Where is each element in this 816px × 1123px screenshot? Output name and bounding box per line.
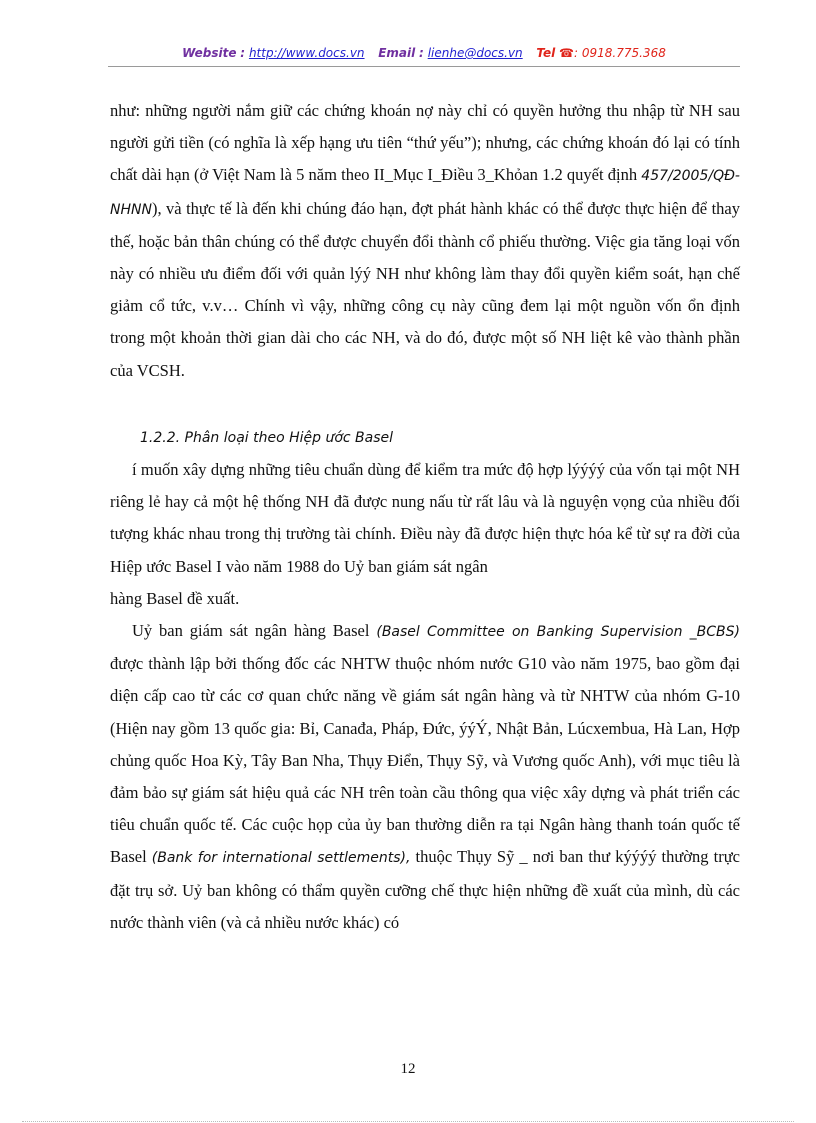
paragraph-bcbs: Uỷ ban giám sát ngân hàng Basel (Basel Committee on Banking Supervision _BCBS) được thành lập bởi thống đốc các NHTW thuộc nhóm nước G10 vào năm 1975, bao gồm đại diện cấp cao từ các cơ quan chức năng về giám sát ngân hàng và từ NHTW của nhóm G-10 (Hiện nay gồm 13 quốc gia: Bỉ, Canađa, Pháp, Đức, ýýÝ, Nhật Bản, Lúcxembua, Hà Lan, Hợp chủng quốc Hoa Kỳ, Tây Ban Nha, Thụy Điển, Thụy Sỹ, và Vương quốc Anh), với mục tiêu là đảm bảo sự giám sát hiệu quả các NH trên toàn cầu thông qua việc xây dựng và phát triển các tiêu chuẩn quốc tế. Các cuộc họp của ủy ban thường diễn ra tại Ngân hàng thanh toán quốc tế Basel (Bank for international settlements), thuộc Thụy Sỹ _ nơi ban thư kýýýý thường trực đặt trụ sở. Uỷ ban không có thẩm quyền cưỡng chế thực hiện những đề xuất của mình, dù các nước thành viên (và cả nhiều nước khác) có <box>110 621 740 932</box>
paragraph-basel-continuation: hàng Basel đề xuất. <box>110 588 240 608</box>
decision-reference: 457/2005/QĐ-NHNN <box>110 168 740 218</box>
bis-english-name: (Bank for international settlements), <box>151 850 411 867</box>
tel-label: Tel <box>536 46 556 60</box>
website-colon: : <box>240 46 246 60</box>
email-colon: : <box>419 46 424 60</box>
document-body <box>110 95 740 939</box>
paragraph-subordinated-debt: như: những người nắm giữ các chứng khoán nợ này chỉ có quyền hưởng thu nhập từ NH sau người gửi tiền (có nghĩa là xếp hạng ưu tiên “thứ yếu”); nhưng, các chứng khoán đó lại có tính chất dài hạn (ở Việt Nam là 5 năm theo II_Mục I_Điều 3_Khỏan 1.2 quyết định 457/2005/QĐ-NHNN), và thực tế là đến khi chúng đáo hạn, đợt phát hành khác có thể được thực hiện để thay thế, hoặc bản thân chúng có thể được chuyển đổi thành cổ phiếu thường. Việc gia tăng loại vốn này có nhiều ưu điểm đối với quản lýý NH như không làm thay đổi quyền kiểm soát, hạn chế giảm cổ tức, v.v… Chính vì vậy, những công cụ này cũng đem lại một nguồn vốn ổn định trong một khoản thời gian dài cho các NH, và do đó, được một số NH liệt kê vào thành phần của VCSH. <box>110 101 740 380</box>
paragraph-basel-intro: í muốn xây dựng những tiêu chuẩn dùng để kiểm tra mức độ hợp lýýýý của vốn tại một NH riêng lẻ hay cả một hệ thống NH đã được nung nấu từ rất lâu và là nguyện vọng của nhiều đối tượng khác nhau trong thị trường tài chính. Điều này đã được hiện thực hóa kể từ sự ra đời của Hiệp ước Basel I vào năm 1988 do Uỷ ban giám sát ngân <box>110 460 740 576</box>
website-label: Website <box>182 46 237 60</box>
email-link[interactable]: lienhe@docs.vn <box>427 46 523 60</box>
page-header <box>108 46 740 67</box>
website-link[interactable]: http://www.docs.vn <box>248 46 365 60</box>
footer-divider <box>22 1121 794 1122</box>
page-number: 12 <box>400 1061 416 1077</box>
tel-number: : 0918.775.368 <box>574 46 666 60</box>
email-label: Email <box>378 46 416 60</box>
phone-icon: ☎ <box>559 46 574 60</box>
bcbs-english-name: (Basel Committee on Banking Supervision _BCBS) <box>376 624 740 641</box>
section-heading: 1.2.2. Phân loại theo Hiệp ước Basel <box>140 429 394 446</box>
